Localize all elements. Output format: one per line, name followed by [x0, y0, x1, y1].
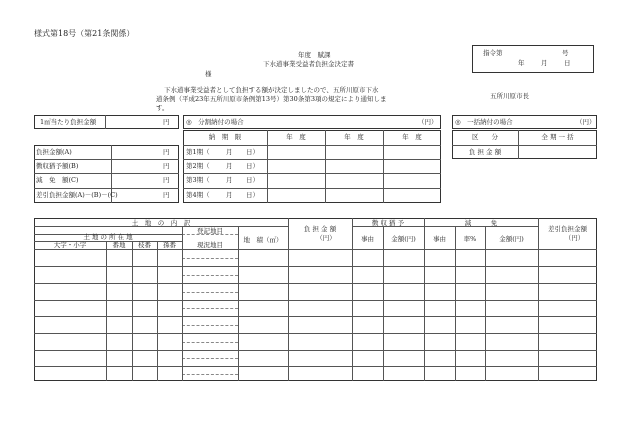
order-label: 指令第 [483, 49, 503, 57]
burden-amount-unit: （円） [316, 234, 336, 242]
net-burden-unit: （円） [564, 234, 585, 242]
period-month: 月 [226, 191, 233, 199]
installment-title: ◎ 分割納付の場合 [186, 118, 244, 126]
amount-row-unit: 円 [163, 162, 170, 170]
magoban-header: 孫番 [163, 241, 176, 249]
lump-sum-unit: （円） [576, 118, 596, 126]
amount-row-label: 負担金額(A) [36, 148, 72, 156]
addressee-suffix: 様 [205, 70, 212, 78]
registered-category-header: 登記地目 [197, 227, 223, 235]
order-suffix: 号 [562, 49, 569, 57]
burden-amount-header: 負 担 金 額 [303, 225, 337, 233]
amount-row-unit: 円 [163, 148, 170, 156]
year-header: 年 度 [286, 133, 306, 141]
exemption-rate-header: 率% [463, 235, 477, 243]
body-text-line-3: す。 [156, 104, 169, 112]
period-month: 月 [226, 176, 233, 184]
deferral-reason-header: 事由 [361, 235, 374, 243]
exemption-header: 減 免 [464, 219, 498, 227]
year-header: 年 度 [402, 133, 422, 141]
period-month: 月 [226, 162, 233, 170]
order-year: 年 [518, 59, 525, 67]
document-title: 下水道事業受益者負担金決定書 [263, 60, 354, 68]
installment-unit: （円） [418, 118, 438, 126]
net-burden-header: 差引負担金額 [548, 225, 587, 233]
lump-kubun-header: 区 分 [472, 133, 498, 141]
current-category-header: 現況地目 [197, 241, 223, 249]
order-month: 月 [541, 59, 548, 67]
issuer: 五所川原市長 [490, 92, 529, 100]
period-month: 月 [226, 148, 233, 156]
period-header: 納 期 限 [208, 133, 242, 141]
amount-row-unit: 円 [163, 176, 170, 184]
unit-price-unit: 円 [163, 118, 170, 126]
exemption-reason-header: 事由 [433, 235, 446, 243]
amount-row-label: 差引負担金額(A)－(B)－(C) [36, 191, 118, 199]
body-text-line-1: 下水道事業受益者として負担する額が決定しましたので、五所川原市下水 [164, 86, 379, 94]
oaza-header: 大字・小字 [53, 241, 87, 249]
banchi-header: 番地 [112, 241, 126, 249]
form-number: 様式第18号（第21条関係） [34, 29, 135, 38]
area-header: 地 積（㎡） [243, 236, 283, 244]
land-breakdown-header: 土 地 の 内 訳 [131, 219, 191, 227]
unit-price-label: 1㎡当たり負担金額 [40, 118, 97, 126]
amount-row-label: 徴収猶予額(B) [36, 162, 79, 170]
period-label: 第3期（ [186, 176, 210, 184]
year-levy-line: 年度 賦課 [298, 51, 331, 59]
period-day: 日） [246, 176, 259, 184]
year-header: 年 度 [344, 133, 364, 141]
lump-burden-label: 負 担 金 額 [468, 148, 502, 156]
amount-row-unit: 円 [163, 191, 170, 199]
body-text-line-2: 道条例（平成23年五所川原市条例第13号）第30条第3項の規定により通知しま [156, 95, 387, 103]
period-label: 第1期（ [186, 148, 210, 156]
period-day: 日） [246, 191, 259, 199]
exemption-amount-header: 金額(円) [499, 235, 524, 243]
period-label: 第4期（ [186, 191, 210, 199]
deferral-header: 徴 収 猶 予 [371, 219, 405, 227]
order-day: 日 [564, 59, 571, 67]
period-day: 日） [246, 148, 259, 156]
lump-sum-title: ◎ 一括納付の場合 [455, 118, 513, 126]
land-location-header: 土 地 の 所 在 地 [83, 233, 133, 241]
edaban-header: 枝番 [138, 241, 151, 249]
amount-row-label: 減 免 額(C) [36, 176, 79, 184]
deferral-amount-header: 金額(円) [391, 235, 416, 243]
lump-all-header: 全 期 一 括 [541, 133, 574, 141]
period-label: 第2期（ [186, 162, 210, 170]
period-day: 日） [246, 162, 259, 170]
